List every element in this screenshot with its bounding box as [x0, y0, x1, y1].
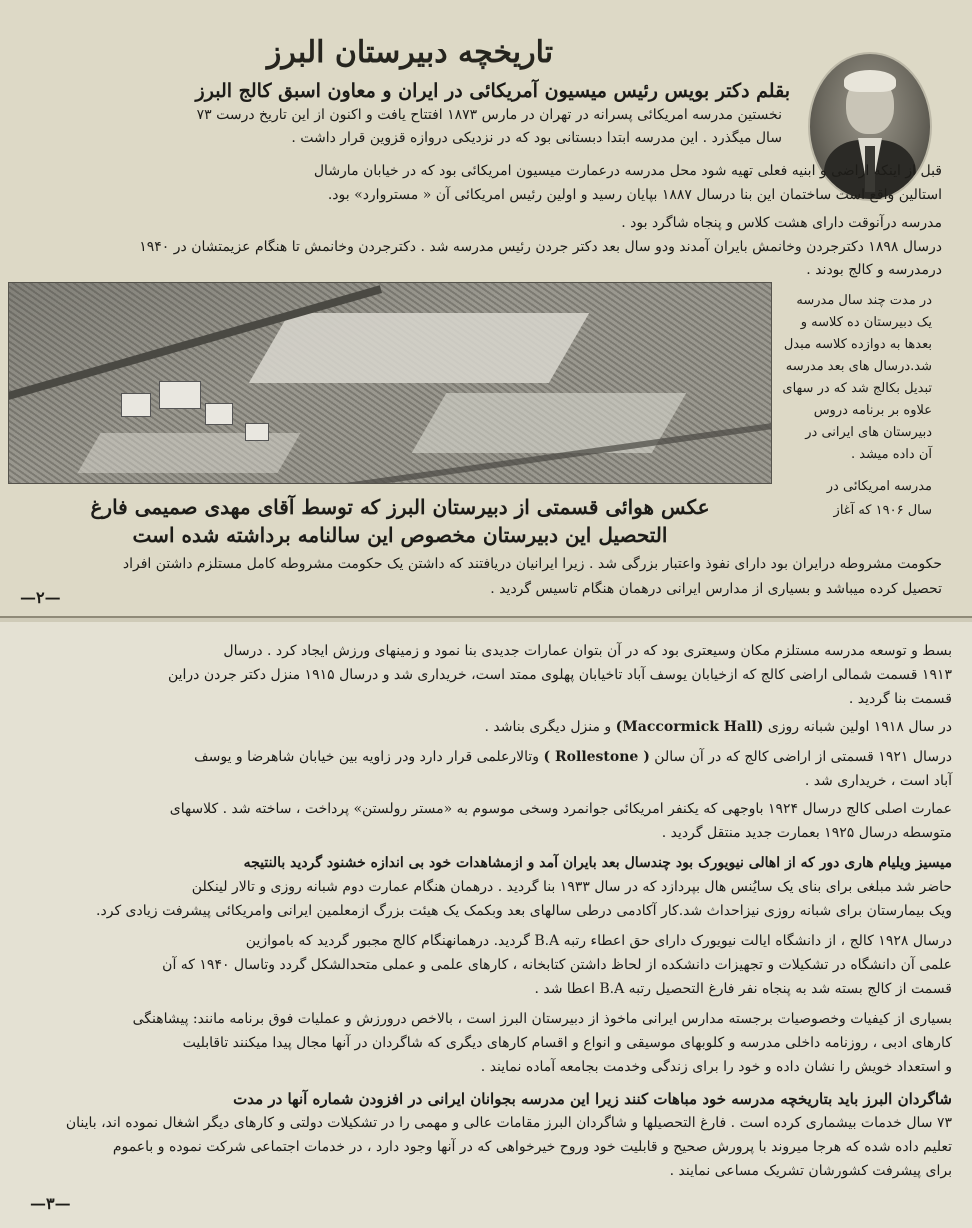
paragraph-line: درسال ۱۸۹۸ دکترجردن وخانمش بایران آمدند ودو سال بعد دکتر جردن رئیس مدرسه شد . دکترجردن وخانمش تا هنگام عزیمتشان در ۱۹۴۰ — [139, 239, 942, 255]
page-number: —۲— — [20, 588, 61, 607]
side-line: بعدها به دوازده کلاسه مبدل — [783, 337, 932, 352]
aerial-photo — [8, 282, 772, 484]
text-span: درسال ۱۹۲۱ قسمتی از اراضی کالج که در آن سالن — [654, 749, 952, 765]
latin-span: ( Rollestone ) — [543, 749, 650, 765]
paragraph-line: تعلیم داده شده که هرجا میروند با پرورش صحیح و قابلیت خود وروح خیرخواهی که در آنها وجود دارد ، در خدمات اجتماعی شرکت نموده و باعموم — [112, 1139, 952, 1155]
side-line: سال ۱۹۰۶ که آغاز — [833, 503, 932, 518]
paragraph-line: تحصیل کرده میباشد و بسیاری از مدارس ایرانی درهمان هنگام تاسیس گردید . — [490, 581, 942, 597]
paragraph-line: بسط و توسعه مدرسه مستلزم مکان وسیعتری بود که در آن بتوان عمارات جدیدی بنا نمود و زمینهای ورزش ایجاد کرد . درسال — [223, 643, 952, 659]
paragraph-line: عمارت اصلی کالج درسال ۱۹۲۴ باوجهی که یکنفر امریکائی جوانمرد وسخی موسوم به «مستر رولستن» پرداخت ، ساخته شد . کلاسهای — [169, 801, 952, 817]
paragraph-line: آباد است ، خریداری شد . — [804, 773, 952, 789]
paragraph-line: حکومت مشروطه درایران بود دارای نفوذ واعتبار بزرگی شد . زیرا ایرانیان دریافتند که داشتن یک حکومت مشروطه کامل مستلزم داشتن افراد — [122, 556, 942, 572]
paragraph-line: استالین واقع است ساختمان این بنا درسال ۱۸۸۷ بپایان رسید و اولین رئیس امریکائی آن « مستروارد» بود. — [327, 187, 942, 203]
paragraph-line: میسیز ویلیام هاری دور که از اهالی نیویورک بود چندسال بعد بایران آمد و ازمشاهدات خود بی اندازه خشنود گردید بالنتیجه — [243, 855, 952, 871]
side-line: آن داده میشد . — [851, 447, 932, 462]
side-line: مدرسه امریکائی در — [826, 479, 932, 494]
paragraph-line: متوسطه درسال ۱۹۲۵ بعمارت جدید منتقل گردید . — [661, 825, 952, 841]
paragraph-line: مدرسه درآنوقت دارای هشت کلاس و پنجاه شاگرد بود . — [621, 215, 942, 231]
photo-caption: التحصیل این دبیرستان مخصوص این سالنامه برداشته شده است — [132, 523, 668, 547]
paragraph-line: نخستین مدرسه امریکائی پسرانه در تهران در مارس ۱۸۷۳ افتتاح یافت و اکنون از این تاریخ درست ۷۳ — [196, 107, 782, 123]
text-span: و منزل دیگری بناشد . — [484, 719, 612, 735]
paragraph-line — [20, 746, 952, 769]
page-3 — [0, 622, 972, 1228]
side-line: در مدت چند سال مدرسه — [796, 293, 932, 308]
paragraph-line: ۷۳ سال خدمات بیشماری کرده است . فارغ التحصیلها و شاگردان البرز مقامات عالی و مهمی را در تشکیلات دولتی و کارهای دیگر اشغال نموده اند، باینان — [65, 1115, 952, 1131]
side-line: دبیرستان های ایرانی در — [805, 425, 932, 440]
side-line: شد.درسال های بعد مدرسه — [785, 359, 932, 374]
paragraph-line: برای پیشرفت کشورشان تشریک مساعی نمایند . — [669, 1163, 952, 1179]
paragraph-line: قسمت بنا گردید . — [848, 691, 952, 707]
paragraph-line: بسیاری از کیفیات وخصوصیات برجسته مدارس ایرانی ماخوذ از دبیرستان البرز است ، بالاخص درورزش و عملیات فوق برنامه مانند: پیشاهنگی — [132, 1011, 952, 1027]
paragraph-line: کارهای ادبی ، روزنامه داخلی مدرسه و کلوبهای موسیقی و انواع و اقسام کارهای دیگری که شاگردان در آنها مجال پیدا میکنند تاقابلیت — [182, 1035, 952, 1051]
paragraph-line: و استعداد خویش را نشان داده و خود را برای زندگی وخدمت بجامعه آماده نمایند . — [480, 1059, 952, 1075]
paragraph-line — [20, 716, 952, 739]
paragraph-line: حاضر شد مبلغی برای بنای یک سایُنس هال بپردازد که در سال ۱۹۳۳ بنا گردید . درهمان هنگام عمارت دوم شبانه روزی و تالار لینکلن — [191, 879, 952, 895]
paragraph-line: شاگردان البرز باید بتاریخچه مدرسه خود مباهات کنند زیرا این مدرسه بجوانان ایرانی در افزودن شماره آنها در مدت — [233, 1090, 952, 1108]
paragraph-line: ویک بیمارستان برای شبانه روزی نیزاحداث شد.کار آکادمی درطی سالهای بعد وبکمک یک هیئت بزرگ ازمعلمین ایرانی وامریکائی پیشرفت زیادی کرد. — [96, 903, 952, 919]
side-line: تبدیل بکالج شد که در سهای — [782, 381, 932, 396]
photo-caption: عکس هوائی قسمتی از دبیرستان البرز که توسط آقای مهدی صمیمی فارغ — [90, 495, 710, 519]
paragraph-line: ۱۹۱۳ قسمت شمالی اراضی کالج که ازخیابان یوسف آباد تاخیابان پهلوی ممتد است، خریداری شد و درسال ۱۹۱۵ منزل دکتر جردن دراین — [167, 667, 952, 683]
page-number: —۳— — [30, 1194, 71, 1213]
side-line: یک دبیرستان ده کلاسه و — [800, 315, 932, 330]
text-span: وتالارعلمی قرار دارد ودر زاویه بین خیابان شاهرضا و یوسف — [194, 749, 540, 765]
side-line: علاوه بر برنامه دروس — [813, 403, 932, 418]
paragraph-line: درمدرسه و کالج بودند . — [806, 262, 942, 278]
paragraph-line: قسمت از کالج بسته شد به پنجاه نفر فارغ التحصیل رتبه B.A اعطا شد . — [534, 981, 952, 997]
paragraph-line: قبل از اینکه اراضی و ابنیه فعلی تهیه شود محل مدرسه درعمارت میسیون امریکائی بود که در خیابان مارشال — [313, 163, 942, 179]
article-title: تاریخچه دبیرستان البرز — [266, 35, 554, 70]
text-span: در سال ۱۹۱۸ اولین شبانه روزی — [767, 719, 952, 735]
paragraph-line: سال میگذرد . این مدرسه ابتدا دبستانی بود که در نزدیکی دروازه قزوین قرار داشت . — [291, 130, 782, 146]
paragraph-line: درسال ۱۹۲۸ کالج ، از دانشگاه ایالت نیویورک دارای حق اعطاء رتبه B.A گردید. درهمانهنگام کالج مجبور گردید که باموازین — [245, 933, 952, 949]
byline: بقلم دکتر بویس رئیس میسیون آمریکائی در ایران و معاون اسبق کالج البرز — [195, 80, 790, 102]
latin-span: (Maccormick Hall) — [615, 719, 764, 735]
paragraph-line: علمی آن دانشگاه در تشکیلات و تجهیزات دانشکده از لحاظ داشتن کتابخانه ، کارهای علمی و عملی متحدالشکل گردد وتاسال ۱۹۴۰ که آن — [162, 957, 952, 973]
